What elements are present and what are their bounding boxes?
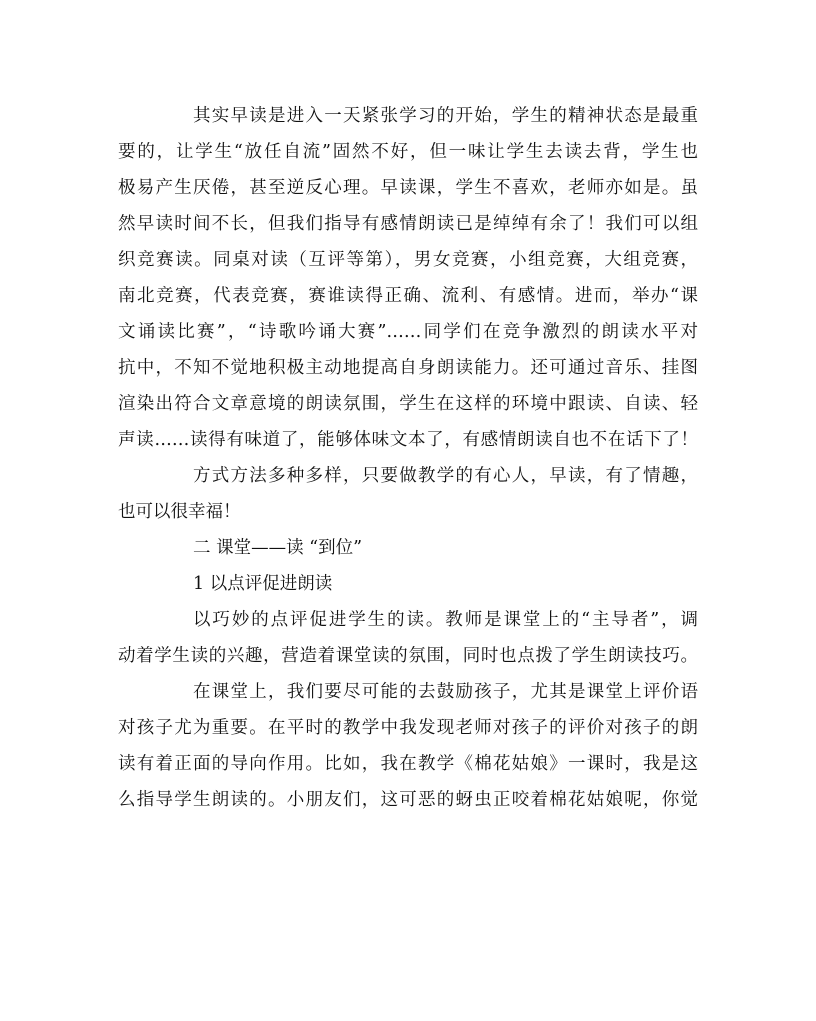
subsection-heading: 1 以点评促进朗读 xyxy=(193,574,333,594)
text-line: 在课堂上，我们要尽可能的去鼓励孩子，尤其是课堂上评价语 xyxy=(193,682,698,702)
text-line: 织竞赛读。同桌对读（互评等第），男女竞赛，小组竞赛，大组竞赛， xyxy=(118,250,698,270)
text-line: 声读……读得有味道了，能够体味文本了，有感情朗读自也不在话下了！ xyxy=(118,430,698,450)
text-line: 极易产生厌倦，甚至逆反心理。早读课，学生不喜欢，老师亦如是。虽 xyxy=(118,178,698,198)
text-line: 文诵读比赛”，“诗歌吟诵大赛”……同学们在竞争激烈的朗读水平对 xyxy=(118,322,698,342)
text-line: 么指导学生朗读的。小朋友们，这可恶的蚜虫正咬着棉花姑娘呢，你觉 xyxy=(118,790,698,810)
text-line: 对孩子尤为重要。在平时的教学中我发现老师对孩子的评价对孩子的朗 xyxy=(118,718,698,738)
document-body xyxy=(118,98,698,818)
text-line: 其实早读是进入一天紧张学习的开始，学生的精神状态是最重 xyxy=(193,106,698,126)
text-line: 动着学生读的兴趣，营造着课堂读的氛围，同时也点拨了学生朗读技巧。 xyxy=(118,646,698,666)
text-line: 然早读时间不长，但我们指导有感情朗读已是绰绰有余了！我们可以组 xyxy=(118,214,698,234)
section-heading: 二 课堂——读 “到位” xyxy=(193,538,363,558)
text-line: 南北竞赛，代表竞赛，赛谁读得正确、流利、有感情。进而，举办“课 xyxy=(118,286,698,306)
text-line: 抗中，不知不觉地积极主动地提高自身朗读能力。还可通过音乐、挂图 xyxy=(118,358,698,378)
text-line: 以巧妙的点评促进学生的读。教师是课堂上的“主导者”，调 xyxy=(193,610,698,630)
text-line: 要的，让学生“放任自流”固然不好，但一味让学生去读去背，学生也 xyxy=(118,142,698,162)
text-line: 也可以很幸福！ xyxy=(118,502,241,522)
text-line: 渲染出符合文章意境的朗读氛围，学生在这样的环境中跟读、自读、轻 xyxy=(118,394,698,414)
text-line: 读有着正面的导向作用。比如，我在教学《棉花姑娘》一课时，我是这 xyxy=(118,754,698,774)
text-line: 方式方法多种多样，只要做教学的有心人，早读，有了情趣， xyxy=(193,466,698,486)
